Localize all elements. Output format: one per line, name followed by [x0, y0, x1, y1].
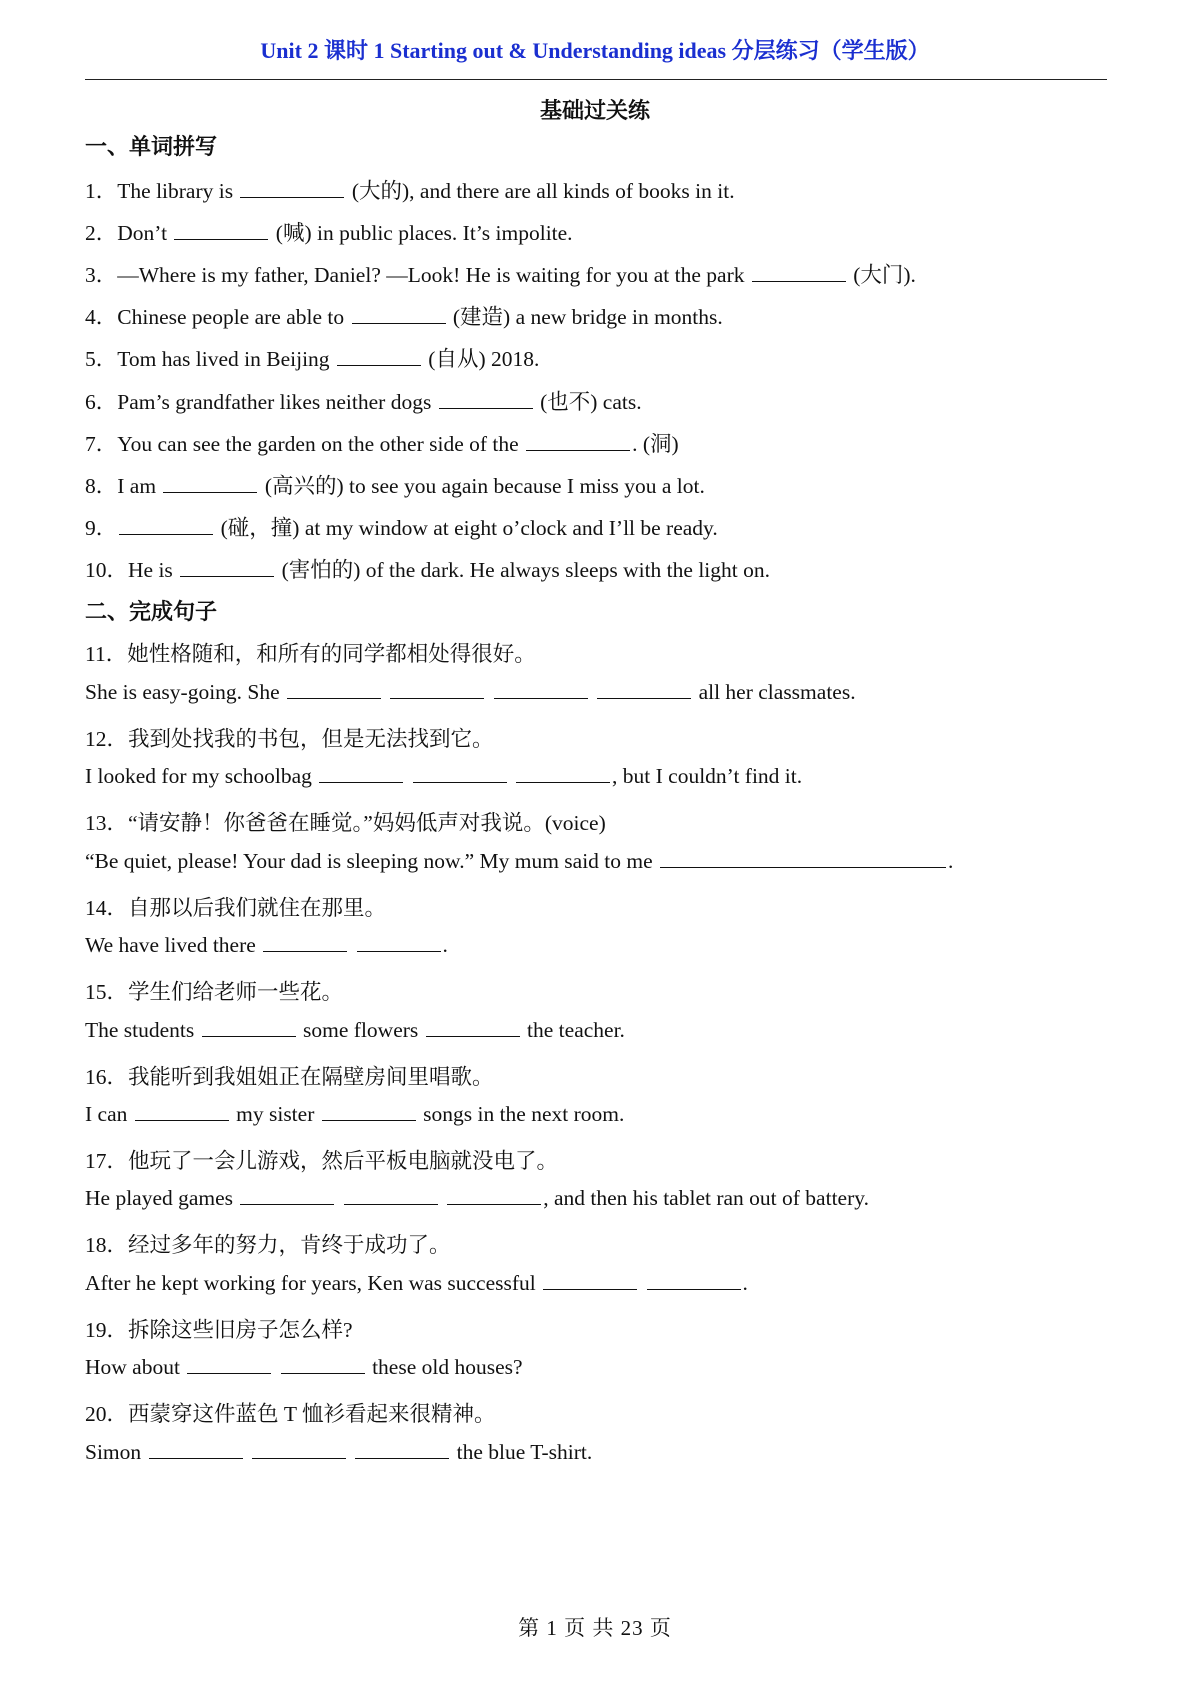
question-8: 8．I am (高兴的) to see you again because I miss you a lot. — [85, 474, 705, 498]
answer-blank[interactable] — [439, 390, 533, 409]
question-13-sentence: “Be quiet, please! Your dad is sleeping now.” My mum said to me . — [85, 849, 954, 873]
answer-blank[interactable] — [597, 680, 691, 699]
answer-blank[interactable] — [752, 263, 846, 282]
answer-blank[interactable] — [180, 558, 274, 577]
answer-blank[interactable] — [240, 1186, 334, 1205]
answer-blank[interactable] — [149, 1440, 243, 1459]
answer-blank[interactable] — [516, 764, 610, 783]
answer-blank[interactable] — [119, 516, 213, 535]
question-4: 4．Chinese people are able to (建造) a new bridge in months. — [85, 305, 723, 329]
question-3: 3．—Where is my father, Daniel? —Look! He is waiting for you at the park (大门). — [85, 263, 916, 287]
question-11-prompt: 11．她性格随和，和所有的同学都相处得很好。 — [85, 642, 536, 666]
answer-blank[interactable] — [543, 1271, 637, 1290]
part1-title: 一、单词拼写 — [85, 134, 218, 159]
question-18-sentence: After he kept working for years, Ken was successful . — [85, 1271, 748, 1295]
answer-blank[interactable] — [163, 474, 257, 493]
question-16-sentence: I can my sister songs in the next room. — [85, 1102, 625, 1126]
answer-blank[interactable] — [263, 933, 347, 952]
question-10: 10．He is (害怕的) of the dark. He always sleeps with the light on. — [85, 558, 770, 582]
answer-blank[interactable] — [344, 1186, 438, 1205]
answer-blank[interactable] — [135, 1102, 229, 1121]
question-1: 1．The library is (大的), and there are all kinds of books in it. — [85, 179, 735, 203]
question-14-prompt: 14．自那以后我们就住在那里。 — [85, 896, 387, 920]
question-20-sentence: Simon the blue T-shirt. — [85, 1440, 593, 1464]
part2-title: 二、完成句子 — [85, 599, 218, 624]
answer-blank[interactable] — [187, 1355, 271, 1374]
page-footer: 第 1 页 共 23 页 — [518, 1616, 672, 1640]
question-11-sentence: She is easy-going. She all her classmates. — [85, 680, 856, 704]
question-12-sentence: I looked for my schoolbag , but I couldn’t find it. — [85, 764, 803, 788]
answer-blank[interactable] — [355, 1440, 449, 1459]
answer-blank[interactable] — [337, 347, 421, 366]
answer-blank[interactable] — [281, 1355, 365, 1374]
question-9: 9． (碰，撞) at my window at eight o’clock and I’ll be ready. — [85, 516, 718, 540]
answer-blank[interactable] — [526, 432, 630, 451]
question-13-prompt: 13．“请安静！你爸爸在睡觉。”妈妈低声对我说。(voice) — [85, 811, 606, 835]
question-19-prompt: 19．拆除这些旧房子怎么样? — [85, 1318, 353, 1342]
question-20-prompt: 20．西蒙穿这件蓝色 T 恤衫看起来很精神。 — [85, 1402, 496, 1426]
question-7: 7．You can see the garden on the other side of the . (洞) — [85, 432, 679, 456]
answer-blank[interactable] — [647, 1271, 741, 1290]
answer-blank[interactable] — [352, 305, 446, 324]
answer-blank[interactable] — [319, 764, 403, 783]
answer-blank[interactable] — [202, 1018, 296, 1037]
answer-blank[interactable] — [413, 764, 507, 783]
answer-blank[interactable] — [174, 221, 268, 240]
question-15-prompt: 15．学生们给老师一些花。 — [85, 980, 344, 1004]
answer-blank[interactable] — [287, 680, 381, 699]
answer-blank[interactable] — [447, 1186, 541, 1205]
question-12-prompt: 12．我到处找我的书包，但是无法找到它。 — [85, 727, 494, 751]
question-5: 5．Tom has lived in Beijing (自从) 2018. — [85, 347, 540, 371]
answer-blank[interactable] — [357, 933, 441, 952]
document-title: Unit 2 课时 1 Starting out & Understanding ideas 分层练习（学生版） — [260, 38, 930, 63]
header-divider — [85, 79, 1107, 80]
question-15-sentence: The students some flowers the teacher. — [85, 1018, 625, 1042]
question-2: 2．Don’t (喊) in public places. It’s impolite. — [85, 221, 573, 245]
answer-blank[interactable] — [390, 680, 484, 699]
answer-blank[interactable] — [322, 1102, 416, 1121]
question-19-sentence: How about these old houses? — [85, 1355, 523, 1379]
answer-blank[interactable] — [660, 849, 946, 868]
question-18-prompt: 18．经过多年的努力，肯终于成功了。 — [85, 1233, 451, 1257]
answer-blank[interactable] — [240, 179, 344, 198]
question-17-prompt: 17．他玩了一会儿游戏，然后平板电脑就没电了。 — [85, 1149, 559, 1173]
answer-blank[interactable] — [252, 1440, 346, 1459]
question-16-prompt: 16．我能听到我姐姐正在隔壁房间里唱歌。 — [85, 1065, 494, 1089]
answer-blank[interactable] — [494, 680, 588, 699]
section-heading: 基础过关练 — [539, 98, 650, 123]
question-6: 6．Pam’s grandfather likes neither dogs (也不) cats. — [85, 390, 642, 414]
question-17-sentence: He played games , and then his tablet ran out of battery. — [85, 1186, 869, 1210]
question-14-sentence: We have lived there . — [85, 933, 448, 957]
answer-blank[interactable] — [426, 1018, 520, 1037]
